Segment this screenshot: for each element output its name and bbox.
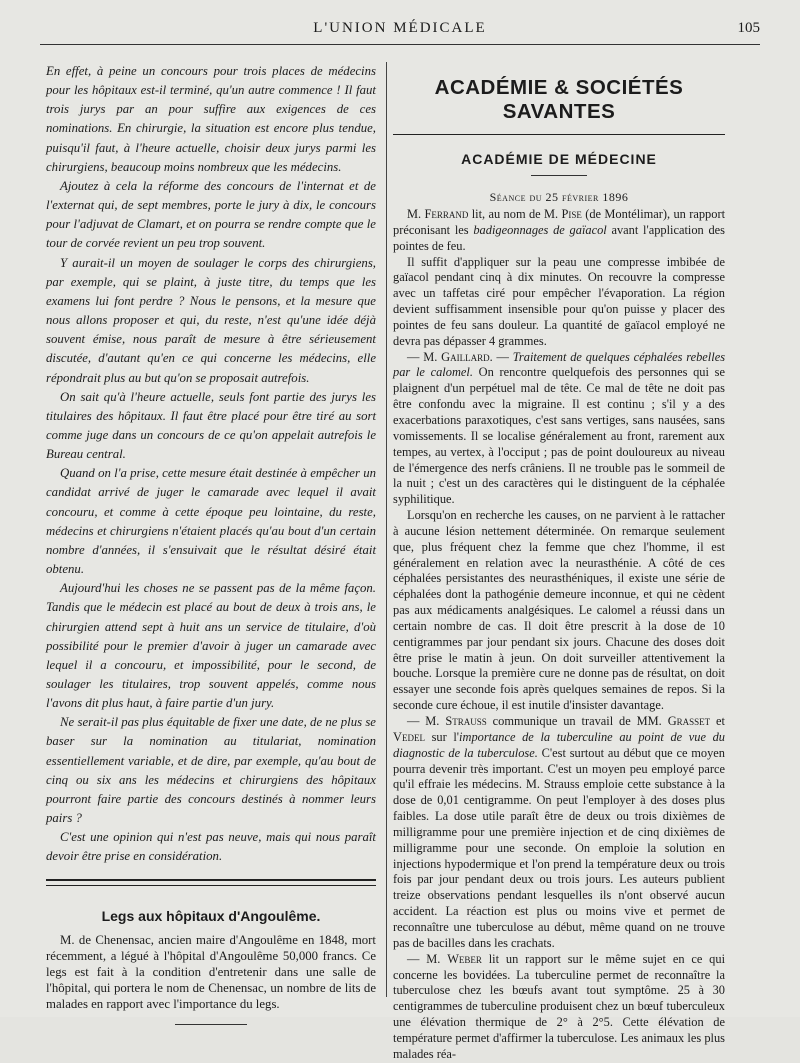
report-paragraph: Lorsqu'on en recherche les causes, on ne parvient à le rattacher à aucune lésion nettement déterminée. On remarque seulement que, plus fréquent chez la femme que chez l'homme, il est généralement en relation avec la neurasthénie. A côté de ces céphalées persistantes des neurasthéniques, il existe une série de céphalées dont la pathogénie demeure inconnue, et qui ne cèdent pas aux médicaments analgésiques. Le calomel a réussi dans un certain nombre de cas. Il doit être prescrit à la dose de 10 centigrammes par jour pendant six jours. Chacune des doses doit être prise le matin à jeun. On doit surveiller attentivement la bouche. Lorsque la première cure ne donne pas de résultat, on doit essayer une seconde fois après quelques semaines de repos. Si la seconde cure échoue, il est inutile d'insister davantage. bbox=[393, 508, 725, 713]
text-span: On rencontre quelquefois des personnes qui se plaignent d'un perpétuel mal de tête. Ce mal de tête ne doit pas être confondu avec la migraine. Il est continu ; s'il y a des exacerbations paraxotiques, c'est sans vertiges, sans nausées, sans vomissements. Il se localise généralement au front, rarement aux tempes, au vertex, à l'occiput ; pas de point douloureux au niveau de l'émergence des nerfs crâniens. Il ne trouble pas le sommeil de la nuit ; c'est un des caractères qui le distinguent de la céphalée syphilitique. bbox=[393, 365, 725, 507]
text-span: — M. bbox=[407, 714, 446, 728]
author-name: Pise bbox=[561, 207, 582, 221]
text-span: avant l'application des pointes de feu. bbox=[393, 222, 726, 253]
section-banner: ACADÉMIE & SOCIÉTÉS SAVANTES bbox=[434, 76, 684, 123]
author-name: Grasset bbox=[667, 714, 711, 728]
left-paragraph: On sait qu'à l'heure actuelle, seuls font partie des jurys les titulaires des hôpitaux. Il faut être placé pour être tiré au sort comme juge dans un concours de ce qu'on appelait autrefois le Bureau central. bbox=[46, 389, 376, 462]
italic-term: importance de la tuberculine au point de vue du diagnostic de la tuberculose. bbox=[393, 729, 725, 760]
author-name: Gaillard bbox=[441, 349, 490, 364]
text-span: communique un travail de MM. bbox=[486, 714, 668, 728]
page-number: 105 bbox=[737, 20, 760, 36]
section-double-rule bbox=[46, 879, 376, 886]
legs-paragraph: M. de Chenensac, ancien maire d'Angoulême en 1848, mort récemment, a légué à l'hôpital d'Angoulême 50,000 francs. Ce legs est fait à la condition d'entretenir dans une salle de l'hôpital, qui portera le nom de Chenensac, un nombre de lits de malades en rapport avec l'importance du legs. bbox=[46, 932, 376, 1011]
report-paragraph bbox=[393, 714, 725, 952]
running-head bbox=[40, 18, 760, 42]
report-paragraph bbox=[393, 350, 725, 508]
left-paragraph: Y aurait-il un moyen de soulager le corps des chirurgiens, par exemple, qui se plaint, à juste titre, du temps que les examens lui font perdre ? Nous le pensons, et la mesure que nous allons proposer et qui, du reste, n'est qu'une idée déjà souvent émise, nous paraît de mesure à être sérieusement discutée, d'autant qu'en ce qui concerne les médecins, elle répondrait plus au but qu'on se proposait autrefois. bbox=[46, 255, 376, 385]
header-rule bbox=[40, 44, 760, 45]
text-span: lit, au nom de M. bbox=[468, 207, 562, 221]
text-span: (de Montélimar), un rapport préconisant les bbox=[393, 207, 726, 237]
left-column bbox=[46, 62, 376, 1025]
italic-term: badigeonnages de gaïacol bbox=[473, 222, 607, 237]
italic-term: Traitement de quelques céphalées rebelles par le calomel. bbox=[393, 349, 726, 380]
author-name: Weber bbox=[447, 951, 482, 966]
legs-heading: Legs aux hôpitaux d'Angoulême. bbox=[101, 907, 321, 924]
left-paragraph: C'est une opinion qui n'est pas neuve, mais qui nous paraît devoir être prise en considération. bbox=[46, 830, 376, 864]
report-paragraph bbox=[393, 207, 725, 255]
academy-heading: ACADÉMIE DE MÉDECINE bbox=[461, 151, 657, 167]
text-span: sur l' bbox=[424, 729, 460, 744]
left-paragraph: Ne serait-il pas plus équitable de fixer une date, de ne plus se baser sur la nomination au titulariat, nomination essentiellement variable, et de dire, par exemple, qu'au bout de cinq ou six ans les médecins et chirurgiens des hôpitaux pourront faire partie des concours destinés à nommer leurs pairs ? bbox=[46, 715, 376, 826]
left-paragraph: Ajoutez à cela la réforme des concours de l'internat et de l'externat qui, de sept membres, porte le jury à dix, le concours pour l'adjuvat de Clamart, et on pourra se rendre compte que le tour de corvée revient un peu trop souvent. bbox=[46, 178, 376, 251]
left-paragraph: Aujourd'hui les choses ne se passent pas de la même façon. Tandis que le médecin est placé au bout de deux à trois ans, le chirurgien attend sept à huit ans un service de titulaire, d'où possibilité pour le premier d'avoir à juger un camarade avec lequel il a concouru, et impossibilité, pour le second, de soulager les titulaires, trop souvent appelés, comme nous l'avons dit plus haut, à faire partie d'un jury. bbox=[46, 581, 376, 711]
text-span: . — bbox=[489, 349, 513, 364]
column-divider bbox=[386, 62, 387, 997]
banner-rule bbox=[393, 134, 725, 135]
report-paragraph bbox=[393, 952, 725, 1063]
text-span: lit un rapport sur le même sujet en ce qui concerne les bovidées. La tuberculine permet de reconnaître la tuberculose chez les bœufs avant tout symptôme. 25 à 30 centigrammes de tuberculine produisent chez un bœuf tuberculeux une élévation thermique de 2° à 2°5. Cette élévation de température permet d'affirmer la tuberculose. Les animaux les plus malades réa- bbox=[393, 951, 726, 1061]
academy-rule bbox=[531, 175, 587, 176]
journal-title: L'UNION MÉDICALE bbox=[313, 20, 487, 36]
left-paragraph: Quand on l'a prise, cette mesure était destinée à empêcher un candidat arrivé de juger le camarade avec lequel il avait concouru, et comme à cette époque peu lointaine, du reste, médecins et chirurgiens n'étaient placés qu'au bout d'un certain nombre d'années, il s'ensuivait que le résultat désiré était obtenu. bbox=[46, 466, 376, 577]
author-name: Strauss bbox=[445, 714, 487, 728]
session-date: Séance du 25 février 1896 bbox=[489, 190, 629, 204]
author-name: Vedel bbox=[393, 729, 425, 744]
left-paragraph: En effet, à peine un concours pour trois places de médecins pour les hôpitaux est-il terminé, qu'un autre commence ! Il faut trois jurys par an pour suffire aux exigences de ces nominations. En chirurgie, la situation est encore plus tendue, puisqu'il faut, à l'heure actuelle, choisir deux jurys parmi les chirurgiens, beaucoup moins nombreux que les médecins. bbox=[46, 64, 376, 174]
right-column bbox=[393, 62, 725, 1063]
end-rule bbox=[175, 1024, 247, 1025]
report-paragraph: Il suffit d'appliquer sur la peau une compresse imbibée de gaïacol pendant cinq à dix minutes. On recouvre la compresse avec un taffetas ciré pour empêcher l'évaporation. La région devient suffisamment insensible pour qu'on puisse y placer des pointes de feu sans douleur. La quantité de gaïacol employé ne devra pas dépasser 4 grammes. bbox=[393, 254, 725, 348]
text-span: et bbox=[710, 714, 725, 728]
text-span: — M. bbox=[407, 951, 448, 966]
text-span: — M. bbox=[407, 349, 442, 364]
author-name: M. Ferrand bbox=[407, 207, 469, 221]
text-span: C'est surtout au début que ce moyen pourra devenir très important. C'est un moyen peu employé parce qu'il effraie les médecins. M. Strauss emploie cette substance à la dose de 0,01 centigramme. On peut l'employer à des doses plus faibles. La dose utile paraît être de deux ou trois dixièmes de milligramme pour une première injection et de cinq dixièmes de milligramme pour une seconde. On emploie la solution en injections hypodermique et l'on prend la température deux ou trois fois par jour pendant deux ou trois jours. Les auteurs publient treize observations pendant lesquelles ils n'ont observé aucun accident. La réaction est plus ou moins vive et permet de reconnaître une tuberculose au début, même quand on ne trouve pas de bacilles dans les crachats. bbox=[393, 745, 725, 950]
